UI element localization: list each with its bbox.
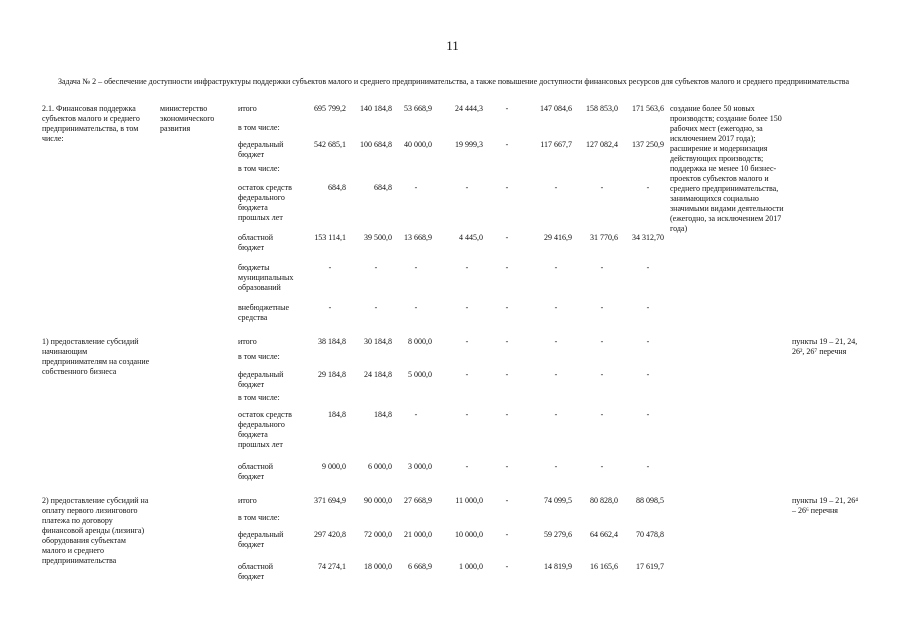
value-cell: - (554, 337, 558, 346)
row-label: итого (238, 104, 257, 113)
value-cell: - (554, 462, 558, 471)
value-cell: 16 165,6 (590, 562, 618, 571)
value-cell: - (554, 370, 558, 379)
value-cell: 10 000,0 (455, 530, 483, 539)
value-cell: 137 250,9 (632, 140, 664, 149)
row-label: областной бюджет (238, 562, 274, 581)
value-cell: - (414, 183, 418, 192)
value-cell: - (505, 303, 509, 312)
row-label: остаток средств федерального бюджета прошлых лет (238, 410, 292, 449)
value-cell: 158 853,0 (586, 104, 618, 113)
value-cell: 184,8 (374, 410, 392, 419)
value-cell: 30 184,8 (364, 337, 392, 346)
value-cell: 153 114,1 (314, 233, 346, 242)
value-cell: 684,8 (328, 183, 346, 192)
value-cell: - (465, 462, 469, 471)
value-cell: 90 000,0 (364, 496, 392, 505)
value-cell: - (465, 183, 469, 192)
value-cell: - (505, 263, 509, 272)
value-cell: - (554, 410, 558, 419)
value-cell: - (600, 410, 604, 419)
value-cell: 695 799,2 (314, 104, 346, 113)
value-cell: 9 000,0 (322, 462, 346, 471)
value-cell: 72 000,0 (364, 530, 392, 539)
row-label: в том числе: (238, 352, 280, 361)
page-number: 11 (446, 38, 459, 53)
value-cell: - (646, 462, 650, 471)
value-cell: 29 184,8 (318, 370, 346, 379)
value-cell: - (554, 183, 558, 192)
value-cell: 38 184,8 (318, 337, 346, 346)
value-cell: 24 184,8 (364, 370, 392, 379)
value-cell: 53 668,9 (404, 104, 432, 113)
expected-result: создание более 50 новых производств; создание более 150 рабочих мест (ежегодно, за исключением 2017 года); расширение и модернизация действующих производств; поддержка не менее 10 бизнес-проектов субъектов малого и среднего предпринимательства, занимающихся социально значимыми видами деятельности (ежегодно, за исключением 2017 года) (670, 104, 784, 233)
value-cell: - (505, 530, 509, 539)
value-cell: - (465, 370, 469, 379)
row-label: бюджеты муниципальных образований (238, 263, 294, 292)
row-label: в том числе: (238, 513, 280, 522)
value-cell: - (646, 303, 650, 312)
value-cell: 5 000,0 (408, 370, 432, 379)
measure_2-name: 2) предоставление субсидий на оплату первого лизингового платежа по договору финансовой аренды (лизинга) оборудования субъектам малого и среднего предпринимательства (42, 496, 149, 565)
value-cell: 171 563,6 (632, 104, 664, 113)
row-label: в том числе: (238, 393, 280, 402)
value-cell: - (374, 263, 378, 272)
value-cell: 17 619,7 (636, 562, 664, 571)
value-cell: 1 000,0 (459, 562, 483, 571)
value-cell: 371 694,9 (314, 496, 346, 505)
value-cell: - (646, 183, 650, 192)
row-label: в том числе: (238, 123, 280, 132)
value-cell: - (646, 370, 650, 379)
value-cell: - (600, 462, 604, 471)
value-cell: 117 667,7 (540, 140, 572, 149)
value-cell: 147 084,6 (540, 104, 572, 113)
value-cell: 59 279,6 (544, 530, 572, 539)
section_2_1-name: 2.1. Финансовая поддержка субъектов малого и среднего предпринимательства, в том числе: (42, 104, 140, 143)
value-cell: 31 770,6 (590, 233, 618, 242)
row-label: итого (238, 337, 257, 346)
value-cell: 80 828,0 (590, 496, 618, 505)
value-cell: - (505, 462, 509, 471)
value-cell: 184,8 (328, 410, 346, 419)
value-cell: - (505, 410, 509, 419)
value-cell: - (374, 303, 378, 312)
value-cell: 140 184,8 (360, 104, 392, 113)
value-cell: - (600, 183, 604, 192)
value-cell: 70 478,8 (636, 530, 664, 539)
value-cell: - (414, 410, 418, 419)
value-cell: 127 082,4 (586, 140, 618, 149)
value-cell: - (465, 263, 469, 272)
value-cell: - (414, 303, 418, 312)
measure_1-name: 1) предоставление субсидий начинающим предпринимателям на создание собственного бизнеса (42, 337, 150, 376)
value-cell: 542 685,1 (314, 140, 346, 149)
row-label: областной бюджет (238, 462, 274, 481)
value-cell: 8 000,0 (408, 337, 432, 346)
value-cell: - (646, 337, 650, 346)
value-cell: 21 000,0 (404, 530, 432, 539)
value-cell: 64 662,4 (590, 530, 618, 539)
row-label: итого (238, 496, 257, 505)
value-cell: - (505, 183, 509, 192)
value-cell: 34 312,70 (632, 233, 664, 242)
value-cell: - (646, 410, 650, 419)
value-cell: - (600, 370, 604, 379)
value-cell: - (465, 303, 469, 312)
value-cell: 39 500,0 (364, 233, 392, 242)
row-label: в том числе: (238, 164, 280, 173)
value-cell: 297 420,8 (314, 530, 346, 539)
value-cell: - (505, 496, 509, 505)
value-cell: 100 684,8 (360, 140, 392, 149)
value-cell: - (505, 233, 509, 242)
value-cell: - (505, 337, 509, 346)
value-cell: - (600, 337, 604, 346)
value-cell: 74 274,1 (318, 562, 346, 571)
value-cell: 4 445,0 (459, 233, 483, 242)
value-cell: - (465, 410, 469, 419)
value-cell: 11 000,0 (455, 496, 483, 505)
value-cell: - (505, 140, 509, 149)
row-label: областной бюджет (238, 233, 274, 252)
value-cell: 74 099,5 (544, 496, 572, 505)
value-cell: - (646, 263, 650, 272)
value-cell: 6 000,0 (368, 462, 392, 471)
row-label: федеральный бюджет (238, 140, 284, 159)
value-cell: - (505, 104, 509, 113)
measure_1-reference: пункты 19 – 21, 24, 26², 26⁷ перечня (792, 337, 858, 356)
value-cell: - (328, 303, 332, 312)
value-cell: - (465, 337, 469, 346)
value-cell: - (505, 562, 509, 571)
row-label: федеральный бюджет (238, 530, 284, 549)
row-label: внебюджетные средства (238, 303, 289, 322)
value-cell: - (414, 263, 418, 272)
value-cell: - (505, 370, 509, 379)
value-cell: 14 819,9 (544, 562, 572, 571)
value-cell: 88 098,5 (636, 496, 664, 505)
value-cell: 13 668,9 (404, 233, 432, 242)
value-cell: 40 000,0 (404, 140, 432, 149)
value-cell: 24 444,3 (455, 104, 483, 113)
value-cell: - (554, 263, 558, 272)
value-cell: 29 416,9 (544, 233, 572, 242)
row-label: остаток средств федерального бюджета прошлых лет (238, 183, 292, 222)
measure_2-reference: пункты 19 – 21, 26⁴ – 26⁶ перечня (792, 496, 859, 515)
value-cell: - (554, 303, 558, 312)
value-cell: 6 668,9 (408, 562, 432, 571)
value-cell: 684,8 (374, 183, 392, 192)
value-cell: - (328, 263, 332, 272)
executor: министерство экономического развития (160, 104, 215, 133)
value-cell: 3 000,0 (408, 462, 432, 471)
value-cell: 27 668,9 (404, 496, 432, 505)
row-label: федеральный бюджет (238, 370, 284, 389)
value-cell: 19 999,3 (455, 140, 483, 149)
value-cell: 18 000,0 (364, 562, 392, 571)
task-title: Задача № 2 – обеспечение доступности инфраструктуры поддержки субъектов малого и среднего предпринимательства, а также повышение доступности финансовых ресурсов для субъектов малого и среднего предпринимательства (58, 77, 850, 86)
value-cell: - (600, 303, 604, 312)
value-cell: - (600, 263, 604, 272)
